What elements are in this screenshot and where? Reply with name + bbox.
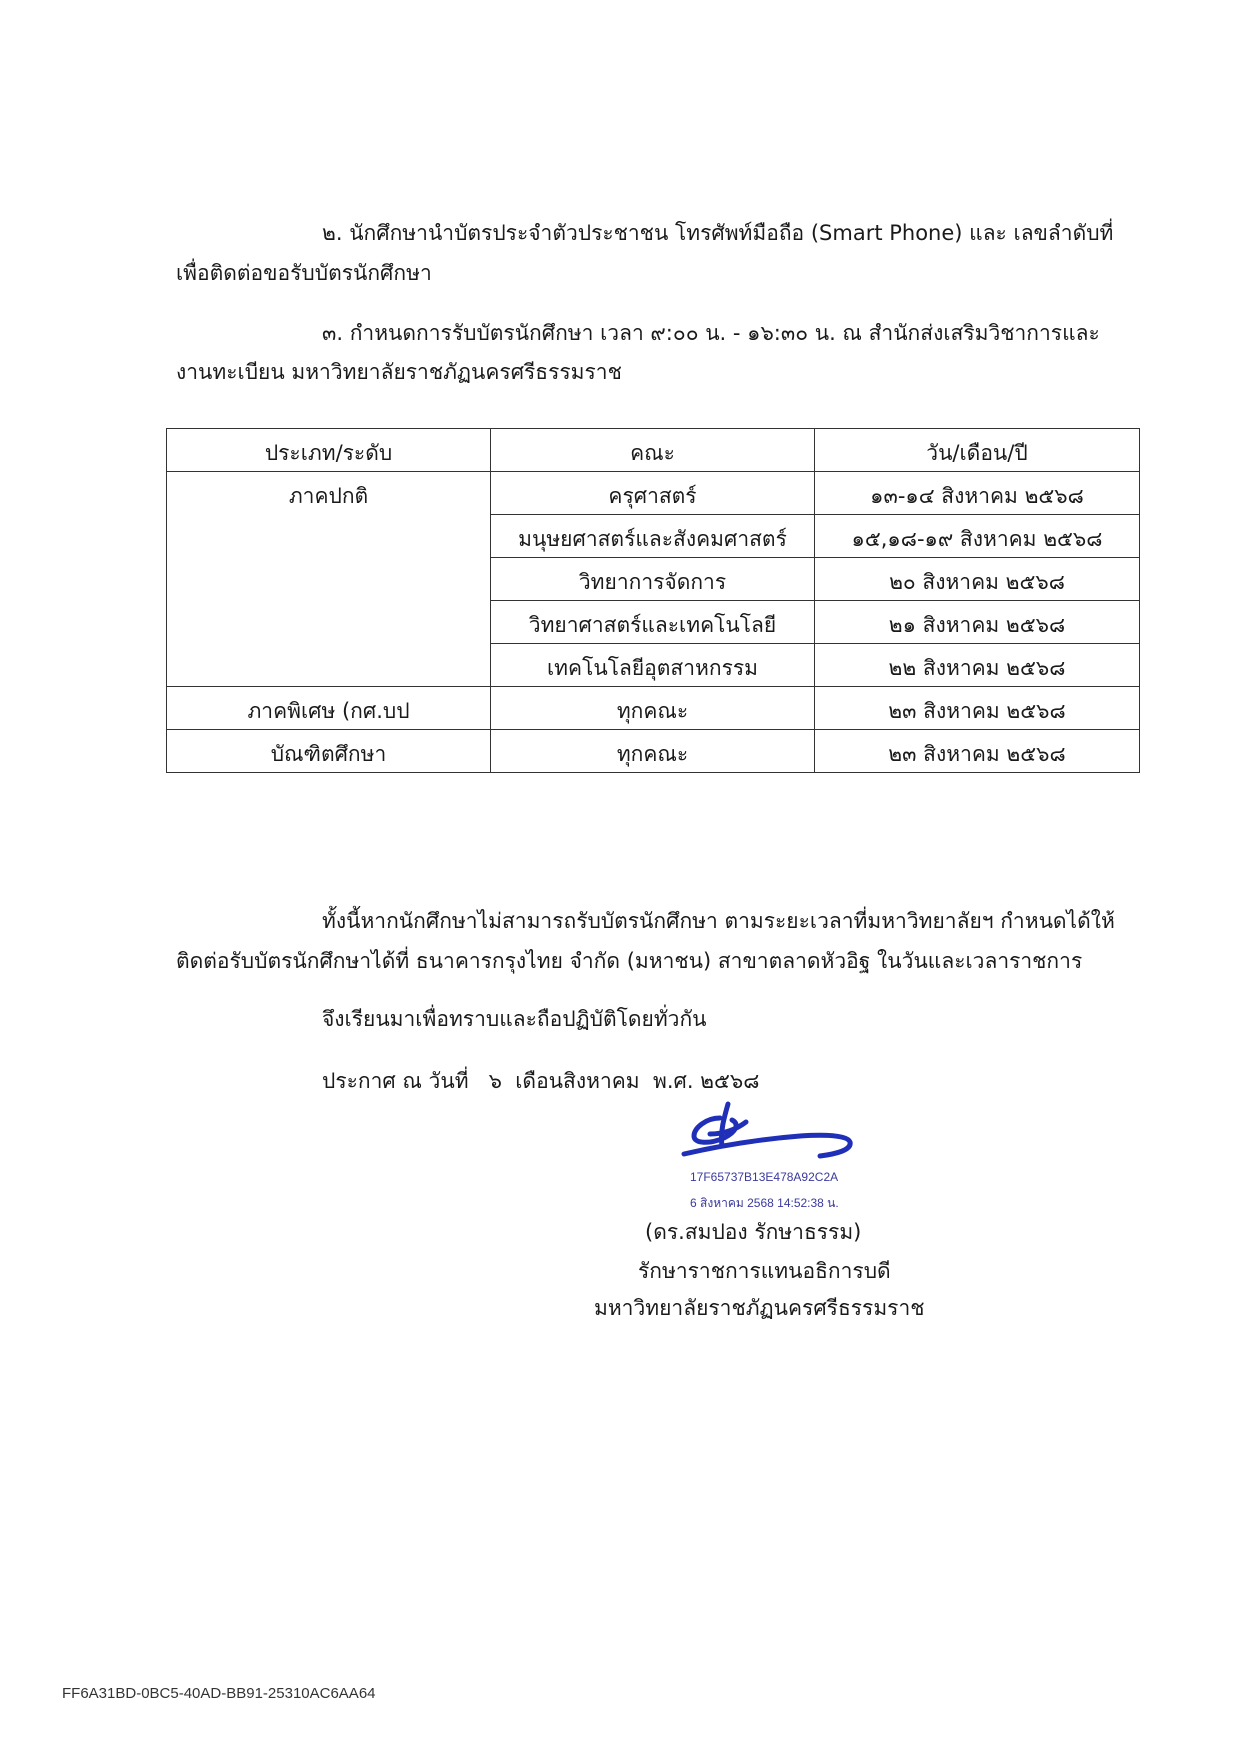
faculty-cell: ทุกคณะ [491, 687, 815, 730]
para2-line2: เพื่อติดต่อขอรับบัตรนักศึกษา [176, 261, 432, 285]
signature-code: 17F65737B13E478A92C2A [690, 1170, 839, 1184]
signer-institution: มหาวิทยาลัยราชภัฏนครศรีธรรมราช [594, 1296, 925, 1320]
date-cell: ๒๒ สิงหาคม ๒๕๖๘ [815, 644, 1140, 687]
signer-name: (ดร.สมปอง รักษาธรรม) [645, 1220, 862, 1244]
table-row [167, 687, 1140, 730]
table-row [167, 730, 1140, 773]
faculty-cell: วิทยาการจัดการ [491, 558, 815, 601]
signature-timestamp: 6 สิงหาคม 2568 14:52:38 น. [690, 1196, 839, 1210]
schedule-table [166, 428, 1140, 773]
date-cell: ๑๓-๑๔ สิงหาคม ๒๕๖๘ [815, 472, 1140, 515]
para3-line2: งานทะเบียน มหาวิทยาลัยราชภัฏนครศรีธรรมราช [176, 360, 622, 384]
table-header-row [167, 429, 1140, 472]
date-cell: ๑๕,๑๘-๑๙ สิงหาคม ๒๕๖๘ [815, 515, 1140, 558]
closing-text: จึงเรียนมาเพื่อทราบและถือปฏิบัติโดยทั่วกัน [322, 1007, 707, 1031]
faculty-cell: มนุษยศาสตร์และสังคมศาสตร์ [491, 515, 815, 558]
faculty-cell: ครุศาสตร์ [491, 472, 815, 515]
table-row [167, 472, 1140, 515]
para2-line1: ๒. นักศึกษานำบัตรประจำตัวประชาชน โทรศัพท์มือถือ (Smart Phone) และ เลขลำดับที่ [322, 221, 1114, 245]
announce-date: ประกาศ ณ วันที่ ๖ เดือนสิงหาคม พ.ศ. ๒๕๖๘ [322, 1069, 760, 1093]
type-cell: ภาคพิเศษ (กศ.บป [167, 687, 491, 730]
header-date: วัน/เดือน/ปี [815, 429, 1140, 472]
para3-line1: ๓. กำหนดการรับบัตรนักศึกษา เวลา ๙:๐๐ น. - ๑๖:๓๐ น. ณ สำนักส่งเสริมวิชาการและ [322, 321, 1100, 345]
date-cell: ๒๓ สิงหาคม ๒๕๖๘ [815, 687, 1140, 730]
document-id: FF6A31BD-0BC5-40AD-BB91-25310AC6AA64 [62, 1685, 376, 1702]
type-cell: บัณฑิตศึกษา [167, 730, 491, 773]
note-line2: ติดต่อรับบัตรนักศึกษาได้ที่ ธนาคารกรุงไทย จำกัด (มหาชน) สาขาตลาดหัวอิฐ ในวันและเวลาราชการ [176, 949, 1083, 973]
signer-position: รักษาราชการแทนอธิการบดี [638, 1259, 891, 1283]
faculty-cell: วิทยาศาสตร์และเทคโนโลยี [491, 601, 815, 644]
header-faculty: คณะ [491, 429, 815, 472]
date-cell: ๒๓ สิงหาคม ๒๕๖๘ [815, 730, 1140, 773]
handwritten-signature [680, 1100, 860, 1170]
header-type: ประเภท/ระดับ [167, 429, 491, 472]
note-line1: ทั้งนี้หากนักศึกษาไม่สามารถรับบัตรนักศึกษา ตามระยะเวลาที่มหาวิทยาลัยฯ กำหนดได้ให้ [322, 909, 1115, 933]
faculty-cell: ทุกคณะ [491, 730, 815, 773]
type-cell: ภาคปกติ [167, 472, 491, 687]
faculty-cell: เทคโนโลยีอุตสาหกรรม [491, 644, 815, 687]
date-cell: ๒๑ สิงหาคม ๒๕๖๘ [815, 601, 1140, 644]
date-cell: ๒๐ สิงหาคม ๒๕๖๘ [815, 558, 1140, 601]
